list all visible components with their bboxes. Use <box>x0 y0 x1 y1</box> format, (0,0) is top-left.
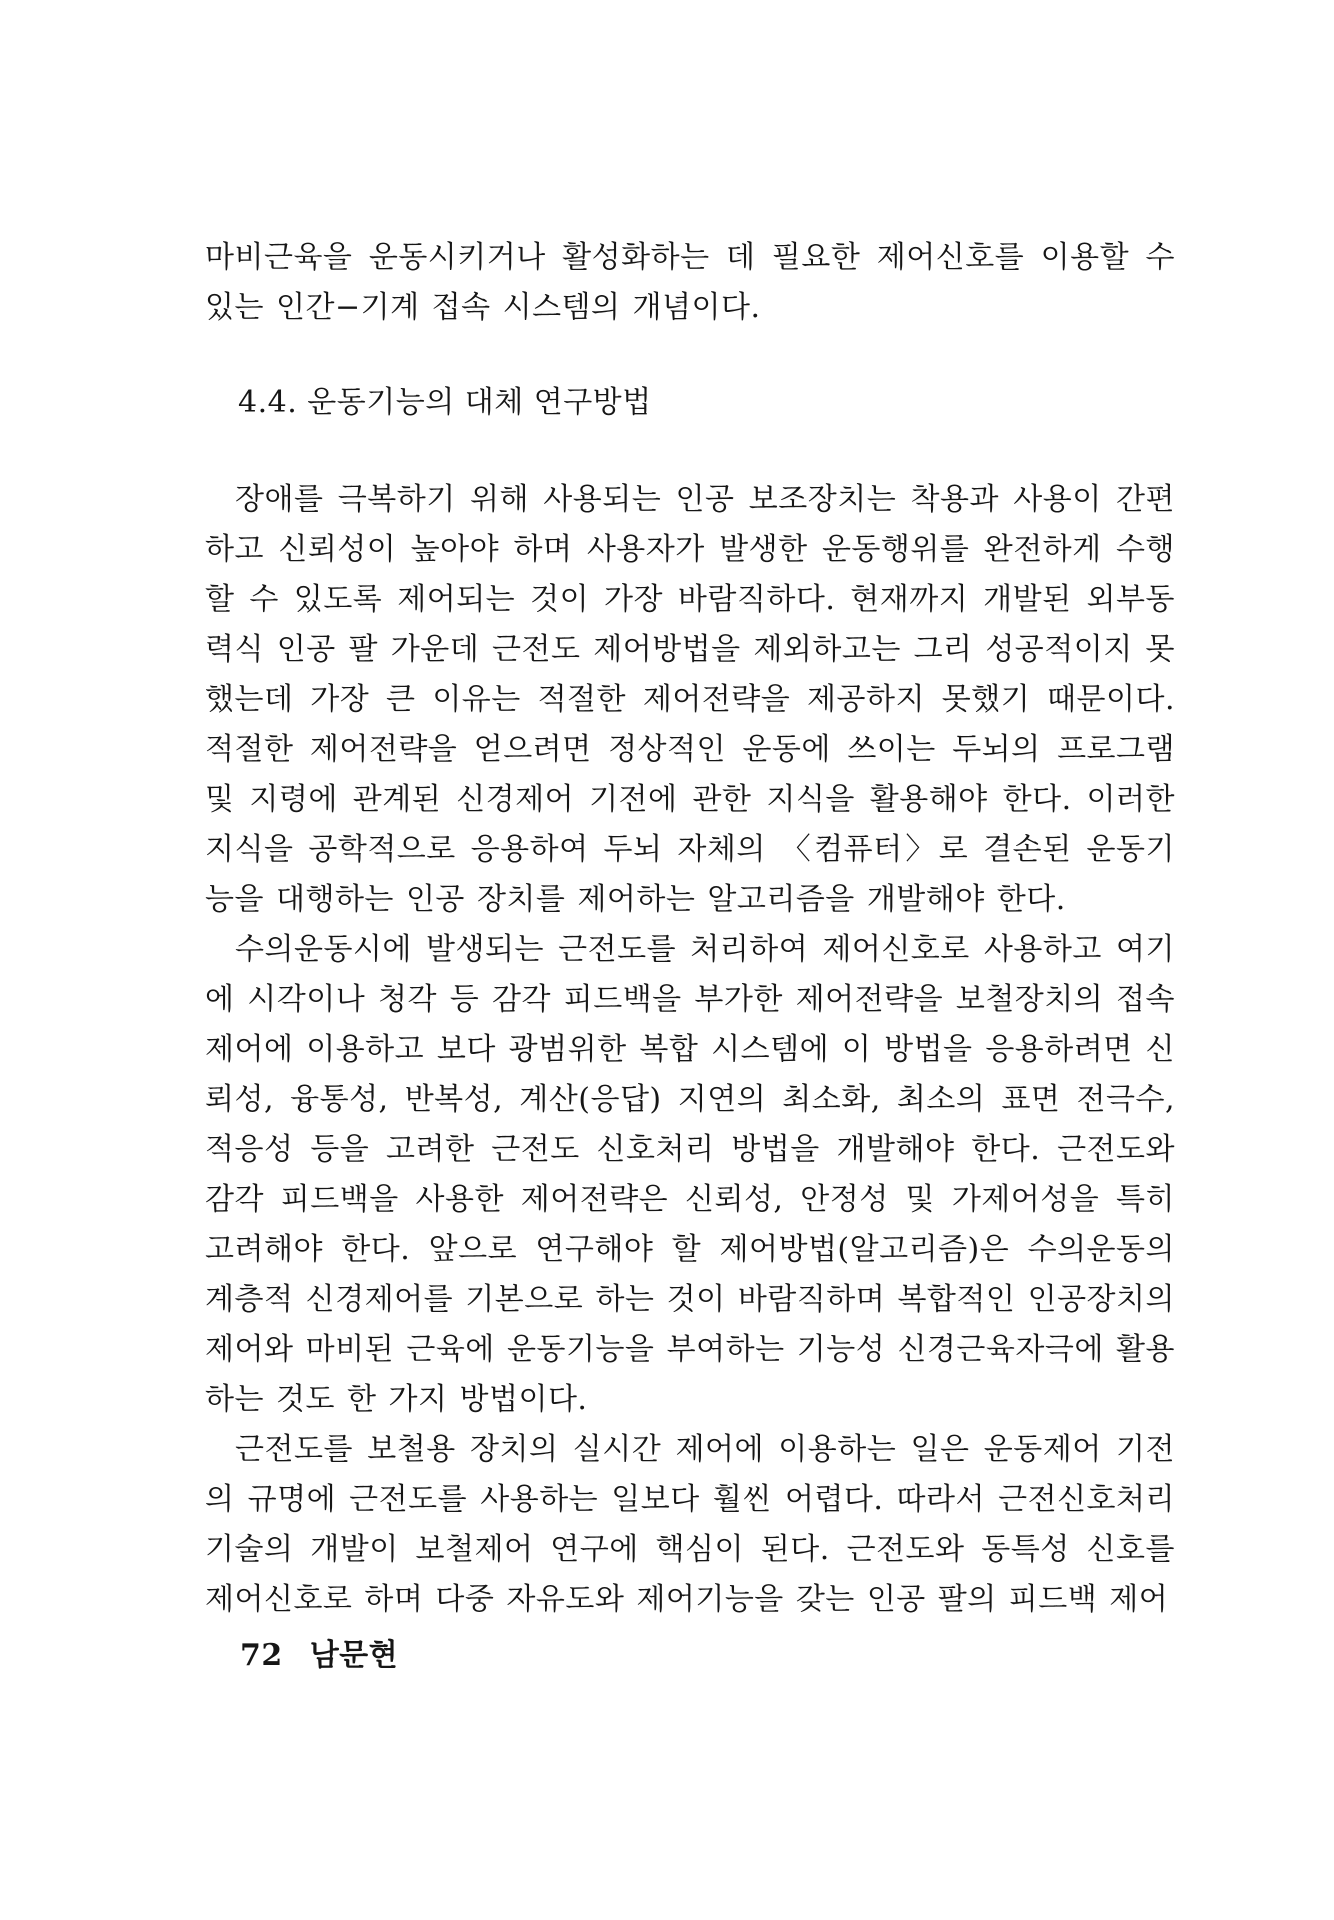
body-paragraph-1: 장애를 극복하기 위해 사용되는 인공 보조장치는 착용과 사용이 간편하고 신뢰성이 높아야 하며 사용자가 발생한 운동행위를 완전하게 수행할 수 있도록 제어되는 것이 가장 바람직하다. 현재까지 개발된 외부동력식 인공 팔 가운데 근전도 제어방법을 제외하고는 그리 성공적이지 못했는데 가장 큰 이유는 적절한 제어전략을 제공하지 못했기 때문이다. 적절한 제어전략을 얻으려면 정상적인 운동에 쓰이는 두뇌의 프로그램 및 지령에 관계된 신경제어 기전에 관한 지식을 활용해야 한다. 이러한 지식을 공학적으로 응용하여 두뇌 자체의 〈컴퓨터〉로 결손된 운동기능을 대행하는 인공 장치를 제어하는 알고리즘을 개발해야 한다. <box>205 482 1175 917</box>
body-paragraph-2: 수의운동시에 발생되는 근전도를 처리하여 제어신호로 사용하고 여기에 시각이나 청각 등 감각 피드백을 부가한 제어전략을 보철장치의 접속제어에 이용하고 보다 광범위한 복합 시스템에 이 방법을 응용하려면 신뢰성, 융통성, 반복성, 계산(응답) 지연의 최소화, 최소의 표면 전극수, 적응성 등을 고려한 근전도 신호처리 방법을 개발해야 한다. 근전도와 감각 피드백을 사용한 제어전략은 신뢰성, 안정성 및 가제어성을 특히 고려해야 한다. 앞으로 연구해야 할 제어방법(알고리즘)은 수의운동의 계층적 신경제어를 기본으로 하는 것이 바람직하며 복합적인 인공장치의 제어와 마비된 근육에 운동기능을 부여하는 기능성 신경근육자극에 활용하는 것도 한 가지 방법이다. <box>205 932 1175 1417</box>
intro-paragraph: 마비근육을 운동시키거나 활성화하는 데 필요한 제어신호를 이용할 수 있는 인간−기계 접속 시스템의 개념이다. <box>205 240 1175 325</box>
intro-paragraph-block <box>205 233 1175 333</box>
body-paragraph-3: 근전도를 보철용 장치의 실시간 제어에 이용하는 일은 운동제어 기전의 규명에 근전도를 사용하는 일보다 훨씬 어렵다. 따라서 근전신호처리기술의 개발이 보철제어 연구에 핵심이 된다. 근전도와 동특성 신호를 제어신호로 하며 다중 자유도와 제어기능을 갖는 인공 팔의 피드백 제어 <box>205 1432 1175 1617</box>
page-number: 72 <box>240 1638 283 1673</box>
page-footer <box>240 1636 398 1676</box>
footer-author: 남문현 <box>309 1638 399 1673</box>
section-heading: 4.4. 운동기능의 대체 연구방법 <box>238 385 652 420</box>
body-text <box>205 475 1175 1625</box>
